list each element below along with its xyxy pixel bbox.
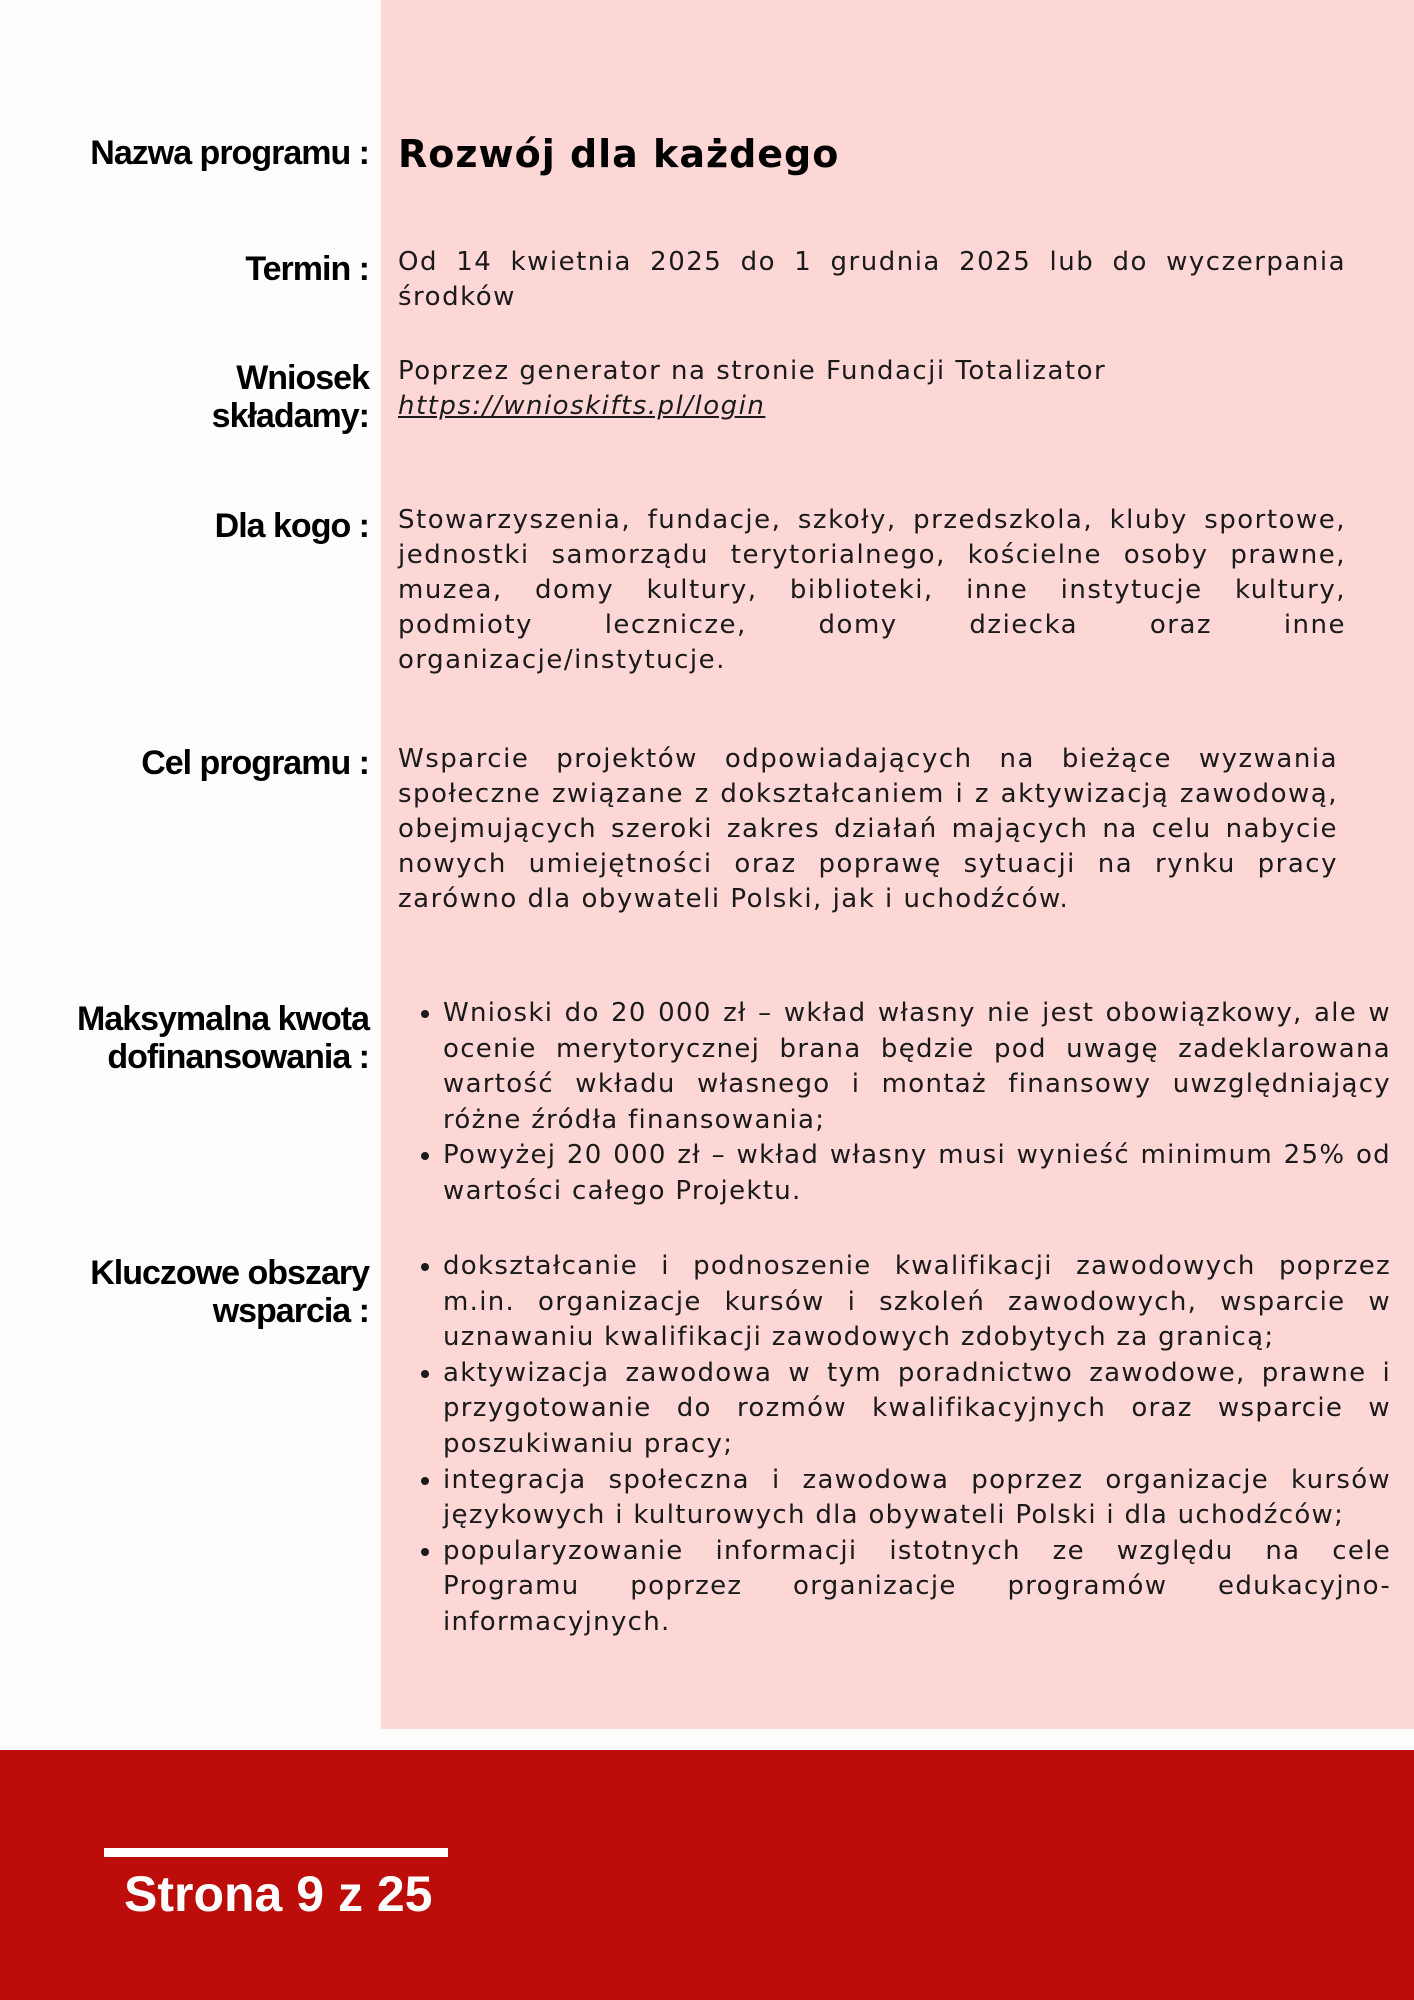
key-areas-label-line2: wsparcia :: [212, 1292, 369, 1330]
apply-link[interactable]: https://wnioskifts.pl/login: [398, 391, 766, 421]
apply-value: [398, 354, 1346, 424]
list-item: • dokształcanie i podnoszenie kwalifikacji zawodowych poprzez m.in. organizacje kursów i szkoleń zawodowych, wsparcie w uznawaniu kwalifikacji zawodowych zdobytych za granicą;: [443, 1249, 1391, 1356]
apply-text: Poprzez generator na stronie Fundacji Totalizator: [398, 356, 1107, 386]
key-areas-label: [9, 1254, 369, 1330]
program-name-value: Rozwój dla każdego: [398, 132, 840, 176]
apply-label-line1: Wniosek: [236, 359, 369, 397]
for-whom-label: Dla kogo :: [214, 507, 369, 545]
for-whom-value: Stowarzyszenia, fundacje, szkoły, przedszkola, kluby sportowe, jednostki samorządu terytorialnego, kościelne osoby prawne, muzea, domy kultury, biblioteki, inne instytucje kultury, podmioty lecznicze, domy dziecka oraz inne organizacje/instytucje.: [398, 505, 1346, 675]
key-areas-label-line1: Kluczowe obszary: [90, 1254, 369, 1292]
list-item: • popularyzowanie informacji istotnych ze względu na cele Programu poprzez organizacje programów edukacyjno-informacyjnych.: [443, 1534, 1391, 1641]
goal-label: Cel programu :: [141, 744, 369, 782]
list-item: • Powyżej 20 000 zł – wkład własny musi wynieść minimum 25% od wartości całego Projektu.: [443, 1138, 1391, 1209]
apply-label: [9, 359, 369, 435]
page-number: Strona 9 z 25: [124, 1866, 433, 1922]
list-item: • Wnioski do 20 000 zł – wkład własny nie jest obowiązkowy, ale w ocenie merytorycznej brana będzie pod uwagę zadeklarowana wartość wkładu własnego i montaż finansowy uwzględniający różne źródła finansowania;: [443, 996, 1391, 1138]
max-funding-label-line1: Maksymalna kwota: [76, 1000, 369, 1038]
max-funding-label: [9, 1000, 369, 1076]
term-label: Termin :: [245, 250, 369, 288]
list-item: • aktywizacja zawodowa w tym poradnictwo zawodowe, prawne i przygotowanie do rozmów kwalifikacyjnych oraz wsparcie w poszukiwaniu pracy;: [443, 1356, 1391, 1463]
key-areas-list: [398, 1249, 1391, 1641]
max-funding-list: [398, 996, 1391, 1210]
program-name-label: Nazwa programu :: [90, 134, 369, 172]
max-funding-label-line2: dofinansowania :: [107, 1038, 369, 1076]
footer-divider: [104, 1848, 448, 1857]
term-value: Od 14 kwietnia 2025 do 1 grudnia 2025 lub do wyczerpania środków: [398, 247, 1346, 312]
apply-label-line2: składamy:: [211, 397, 369, 435]
goal-value: Wsparcie projektów odpowiadających na bieżące wyzwania społeczne związane z dokształcaniem i z aktywizacją zawodową, obejmujących szeroki zakres działań mających na celu nabycie nowych umiejętności oraz poprawę sytuacji na rynku pracy zarówno dla obywateli Polski, jak i uchodźców.: [398, 744, 1338, 914]
list-item: • integracja społeczna i zawodowa poprzez organizacje kursów językowych i kulturowych dla obywateli Polski i dla uchodźców;: [443, 1463, 1391, 1534]
